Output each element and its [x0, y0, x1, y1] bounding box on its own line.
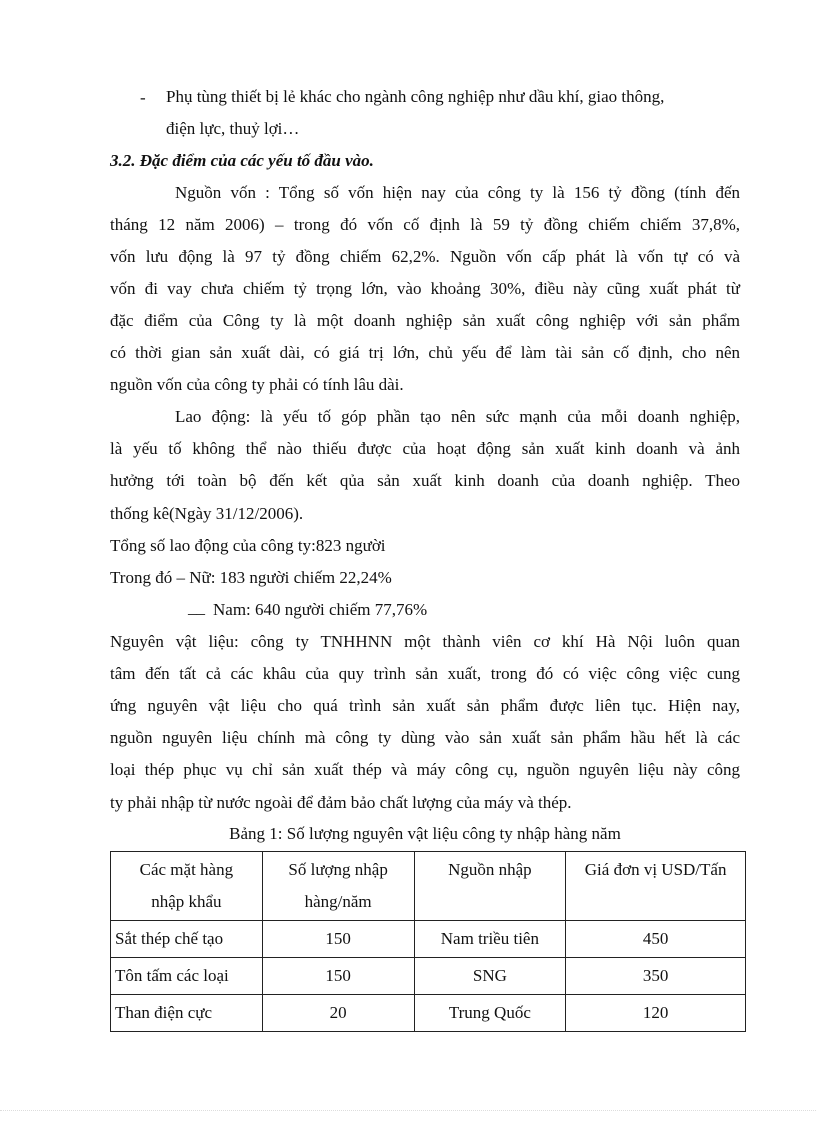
cell-source: Nam triều tiên	[414, 921, 566, 958]
labor-male: Nam: 640 người chiếm 77,76%	[213, 600, 428, 619]
capital-line-5: đặc điểm của Công ty là một doanh nghiệp sản xuất công nghiệp với sản phẩm	[110, 311, 740, 330]
cell-item: Tôn tấm các loại	[111, 958, 263, 995]
table-row	[111, 921, 746, 958]
bullet-marker: -	[140, 88, 146, 107]
materials-line-5: loại thép phục vụ chỉ sản xuất thép và máy công cụ, nguồn nguyên liệu này công	[110, 760, 740, 779]
cell-quantity: 150	[262, 921, 414, 958]
capital-line-2: tháng 12 năm 2006) – trong đó vốn cố định là 59 tỷ đồng chiếm chiếm 37,8%,	[110, 215, 740, 234]
capital-line-1: Nguồn vốn : Tổng số vốn hiện nay của công ty là 156 tỷ đồng (tính đến	[175, 183, 740, 202]
cell-price: 450	[566, 921, 746, 958]
header-quantity-line: hàng/năm	[304, 892, 372, 911]
header-item	[111, 852, 263, 921]
labor-male-marker: __	[188, 598, 205, 617]
page-bottom-divider	[0, 1110, 816, 1111]
materials-line-2: tâm đến tất cả các khâu của quy trình sản xuất, trong đó có việc công việc cung	[110, 664, 740, 683]
materials-line-6: ty phải nhập từ nước ngoài để đảm bảo chất lượng của máy và thép.	[110, 793, 572, 812]
bullet-line-1: Phụ tùng thiết bị lẻ khác cho ngành công nghiệp như dầu khí, giao thông,	[166, 87, 665, 106]
capital-line-7: nguồn vốn của công ty phải có tính lâu dài.	[110, 375, 404, 394]
materials-line-4: nguồn nguyên liệu chính mà công ty dùng vào sản xuất sản phẩm hầu hết là các	[110, 728, 740, 747]
header-price-line: Giá đơn vị USD/Tấn	[584, 860, 727, 879]
section-heading: 3.2. Đặc điểm của các yếu tố đầu vào.	[110, 151, 374, 170]
materials-import-table	[110, 851, 746, 1032]
table-row	[111, 958, 746, 995]
capital-line-6: có thời gian sản xuất dài, có giá trị lớn, chủ yếu để làm tài sản cố định, cho nên	[110, 343, 740, 362]
table-row	[111, 995, 746, 1032]
labor-total: Tổng số lao động của công ty:823 người	[110, 536, 386, 555]
header-price	[566, 852, 746, 921]
table-header-row	[111, 852, 746, 921]
labor-female: Trong đó – Nữ: 183 người chiếm 22,24%	[110, 568, 392, 587]
cell-price: 350	[566, 958, 746, 995]
labor-line-3: hưởng tới toàn bộ đến kết qủa sản xuất kinh doanh của doanh nghiệp. Theo	[110, 471, 740, 490]
header-quantity-line: Số lượng nhập	[288, 860, 388, 879]
header-source-line: Nguồn nhập	[448, 860, 532, 879]
table-caption: Bảng 1: Số lượng nguyên vật liệu công ty nhập hàng năm	[229, 824, 621, 843]
header-item-line: nhập khẩu	[151, 892, 222, 911]
cell-price: 120	[566, 995, 746, 1032]
cell-quantity: 20	[262, 995, 414, 1032]
capital-line-3: vốn lưu động là 97 tỷ đồng chiếm 62,2%. Nguồn vốn cấp phát là vốn tự có và	[110, 247, 740, 266]
materials-line-3: ứng nguyên vật liệu cho quá trình sản xuất sản phẩm được liên tục. Hiện nay,	[110, 696, 740, 715]
cell-quantity: 150	[262, 958, 414, 995]
labor-line-1: Lao động: là yếu tố góp phần tạo nên sức mạnh của mỗi doanh nghiệp,	[175, 407, 740, 426]
materials-line-1: Nguyên vật liệu: công ty TNHHNN một thành viên cơ khí Hà Nội luôn quan	[110, 632, 740, 651]
cell-source: SNG	[414, 958, 566, 995]
labor-line-4: thống kê(Ngày 31/12/2006).	[110, 504, 304, 523]
cell-source: Trung Quốc	[414, 995, 566, 1032]
labor-line-2: là yếu tố không thể nào thiếu được của hoạt động sản xuất kinh doanh và ảnh	[110, 439, 740, 458]
header-quantity	[262, 852, 414, 921]
cell-item: Sắt thép chế tạo	[111, 921, 263, 958]
header-item-line: Các mặt hàng	[139, 860, 234, 879]
cell-item: Than điện cực	[111, 995, 263, 1032]
bullet-line-2: điện lực, thuỷ lợi…	[166, 119, 300, 138]
header-source	[414, 852, 566, 921]
capital-line-4: vốn đi vay chưa chiếm tỷ trọng lớn, vào khoảng 30%, điều này cũng xuất phát từ	[110, 279, 740, 298]
